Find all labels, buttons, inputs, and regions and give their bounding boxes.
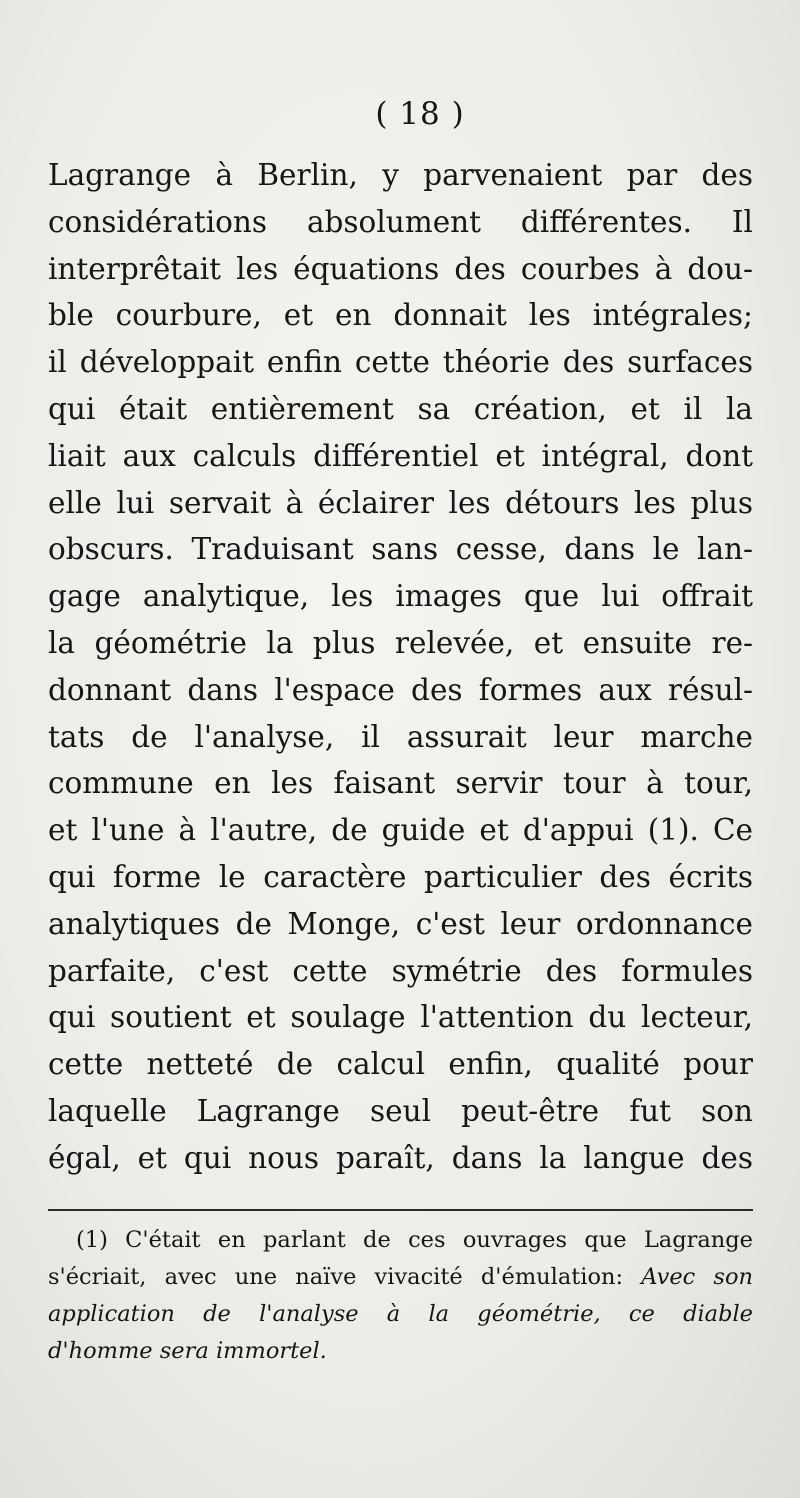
footnote-quote-line: application de l'analyse à la géométrie, ce diable bbox=[48, 1301, 753, 1327]
footnote-text: s'écriait, avec une naïve vivacité d'émulation: bbox=[48, 1264, 642, 1290]
text-line: elle lui servait à éclairer les détours les plus bbox=[48, 485, 753, 520]
footnote-line: (1) C'était en parlant de ces ouvrages que Lagrange bbox=[76, 1227, 753, 1253]
text-line: obscurs. Traduisant sans cesse, dans le lan- bbox=[48, 532, 753, 567]
text-line: Lagrange à Berlin, y parvenaient par des bbox=[48, 158, 753, 192]
text-line: liait aux calculs différentiel et intégral, dont bbox=[48, 438, 753, 473]
text-line: analytiques de Monge, c'est leur ordonnance bbox=[48, 906, 753, 941]
text-line: qui soutient et soulage l'attention du lecteur, bbox=[48, 1000, 753, 1035]
footnote bbox=[48, 1222, 753, 1370]
text-line: tats de l'analyse, il assurait leur marche bbox=[48, 719, 753, 754]
text-line: cette netteté de calcul enfin, qualité pour bbox=[48, 1047, 753, 1082]
text-line: interprêtait les équations des courbes à dou- bbox=[48, 251, 753, 286]
text-line: parfaite, c'est cette symétrie des formules bbox=[48, 953, 753, 988]
text-line: et l'une à l'autre, de guide et d'appui (1). Ce bbox=[48, 813, 753, 848]
footnote-quote: Avec son bbox=[641, 1264, 753, 1290]
text-line: qui était entièrement sa création, et il la bbox=[48, 391, 753, 426]
page-number: ( 18 ) bbox=[375, 96, 465, 132]
text-line: gage analytique, les images que lui offrait bbox=[48, 579, 753, 614]
text-line: laquelle Lagrange seul peut-être fut son bbox=[48, 1093, 753, 1128]
text-line: commune en les faisant servir tour à tour, bbox=[48, 766, 753, 801]
text-line: qui forme le caractère particulier des écrits bbox=[48, 859, 753, 894]
text-line: donnant dans l'espace des formes aux résul- bbox=[48, 672, 753, 707]
body-text bbox=[48, 152, 753, 1182]
footnote-rule bbox=[48, 1209, 753, 1211]
footnote-line bbox=[48, 1259, 753, 1296]
text-line: considérations absolument différentes. Il bbox=[48, 204, 753, 239]
text-line: il développait enfin cette théorie des surfaces bbox=[48, 345, 753, 380]
text-line: égal, et qui nous paraît, dans la langue des bbox=[48, 1140, 753, 1175]
footnote-quote-line: d'homme sera immortel. bbox=[48, 1338, 327, 1364]
text-line: ble courbure, et en donnait les intégrales; bbox=[48, 298, 753, 333]
text-line: la géométrie la plus relevée, et ensuite re- bbox=[48, 625, 753, 660]
